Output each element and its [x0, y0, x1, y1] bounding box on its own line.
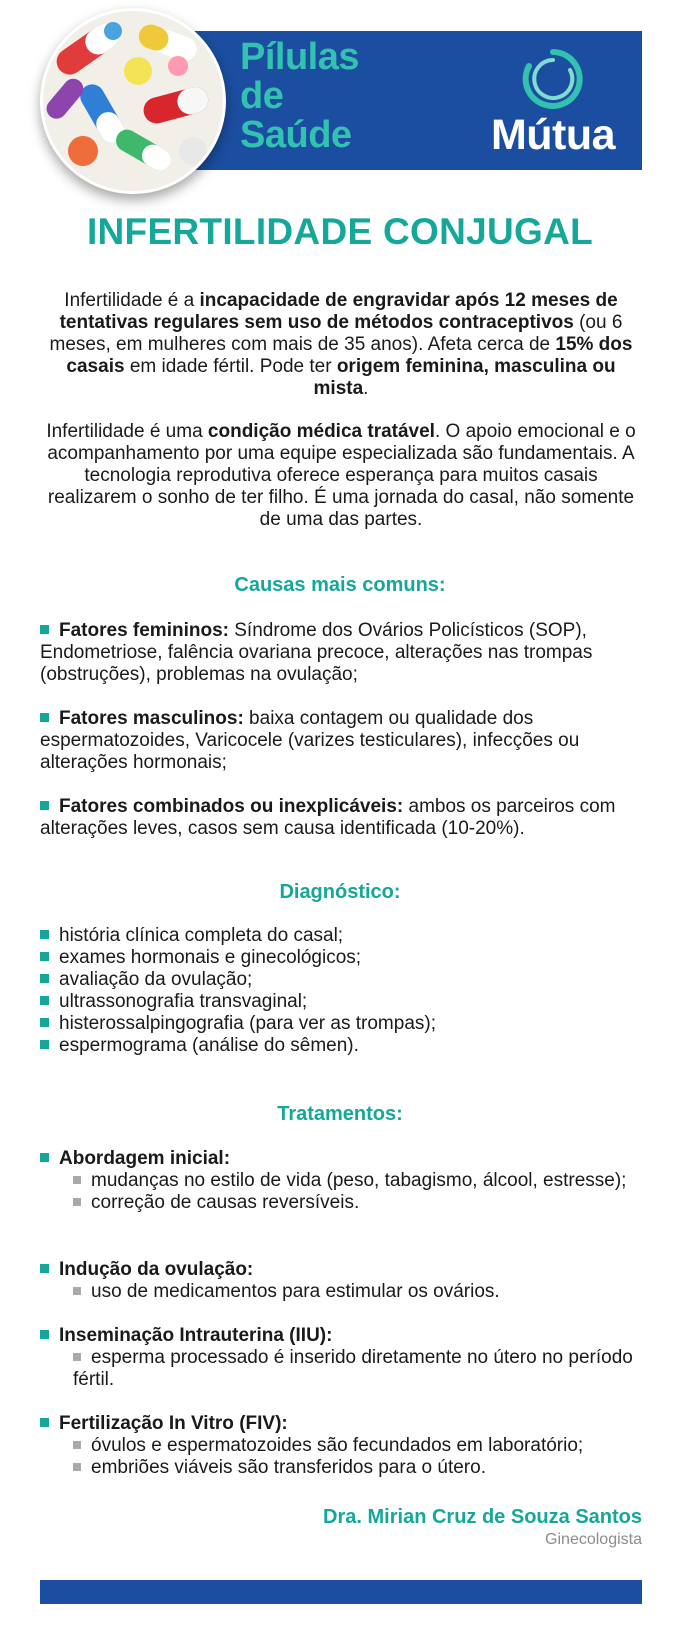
list-item [40, 991, 648, 1013]
intro-paragraph-2 [40, 421, 642, 531]
cause-label: Fatores masculinos: [59, 708, 244, 729]
bullet-square-icon [40, 625, 49, 634]
body-text: Infertilidade é uma [46, 421, 208, 442]
emphasis-text: condição médica tratável [207, 421, 435, 442]
treatment-item [40, 1413, 648, 1479]
body-text: (ou 6 meses, em mulheres com mais de 35 anos). Afeta cerca de [49, 312, 623, 355]
sub-bullet-icon [73, 1176, 81, 1184]
bullet-square-icon [40, 1018, 49, 1027]
intro-paragraph-1 [40, 290, 642, 400]
treatment-label: Fertilização In Vitro (FIV): [40, 1413, 648, 1435]
bullet-square-icon [40, 974, 49, 983]
list-item-text: ultrassonografia transvaginal; [59, 991, 308, 1012]
bullet-square-icon [40, 1153, 49, 1162]
list-item [40, 1035, 648, 1057]
bullet-square-icon [40, 1040, 49, 1049]
cause-item [40, 708, 648, 774]
list-item-text: história clínica completa do casal; [59, 925, 344, 946]
bullet-square-icon [40, 1264, 49, 1273]
treatment-subitem: esperma processado é inserido diretamente no útero no período fértil. [73, 1347, 633, 1390]
cause-text: Síndrome dos Ovários Policísticos (SOP), Endometriose, falência ovariana precoce, alterações nas trompas (obstruções), problemas na ovulação; [40, 620, 593, 685]
cause-text: ambos os parceiros com alterações leves, casos sem causa identificada (10-20%). [40, 796, 616, 839]
doctor-role: Ginecologista [545, 1531, 642, 1548]
bullet-square-icon [40, 713, 49, 722]
sub-bullet-icon [73, 1463, 81, 1471]
footer-band [40, 1580, 642, 1604]
emphasis-text: incapacidade de engravidar após 12 meses de tentativas regulares sem uso de métodos contraceptivos [59, 290, 618, 333]
cause-label: Fatores femininos: [59, 620, 229, 641]
treatment-label: Inseminação Intrauterina (IIU): [40, 1325, 648, 1347]
section-heading-diagnostico: Diagnóstico: [279, 881, 401, 903]
emphasis-text: origem feminina, masculina ou mista [313, 356, 616, 399]
brand-title [240, 38, 359, 155]
sub-bullet-icon [73, 1353, 81, 1361]
treatment-subitem: embriões viáveis são transferidos para o útero. [40, 1457, 648, 1479]
body-text: em idade fértil. Pode ter [124, 356, 337, 377]
brand-title-line-3: Saúde [240, 114, 352, 156]
bullet-square-icon [40, 930, 49, 939]
brand-title-line-2: de [240, 75, 284, 117]
list-item [40, 925, 648, 947]
emphasis-text: 15% dos casais [66, 334, 633, 377]
bullet-square-icon [40, 801, 49, 810]
treatment-item [40, 1259, 648, 1303]
sub-bullet-icon [73, 1287, 81, 1295]
section-heading-tratamentos: Tratamentos: [277, 1103, 403, 1125]
pills-illustration [43, 11, 223, 191]
brand-name: Mútua [490, 111, 616, 159]
cause-label: Fatores combinados ou inexplicáveis: [59, 796, 404, 817]
sub-bullet-icon [73, 1441, 81, 1449]
brand-title-line-1: Pílulas [240, 36, 359, 78]
bullet-square-icon [40, 996, 49, 1005]
list-item-text: exames hormonais e ginecológicos; [59, 947, 362, 968]
treatment-subitem: uso de medicamentos para estimular os ovários. [40, 1281, 648, 1303]
doctor-name: Dra. Mirian Cruz de Souza Santos [323, 1506, 642, 1528]
list-item [40, 1013, 648, 1035]
list-item [40, 969, 648, 991]
treatment-item [40, 1325, 648, 1391]
treatment-subitem: mudanças no estilo de vida (peso, tabagismo, álcool, estresse); [40, 1170, 648, 1192]
cause-item [40, 796, 648, 840]
list-item-text: histerossalpingografia (para ver as trompas); [59, 1013, 437, 1034]
bullet-square-icon [40, 952, 49, 961]
pills-photo [40, 8, 226, 194]
body-text: Infertilidade é a [64, 290, 200, 311]
list-item [40, 947, 648, 969]
cause-item [40, 620, 648, 686]
section-heading-causas: Causas mais comuns: [234, 574, 446, 596]
treatment-subitem: correção de causas reversíveis. [40, 1192, 648, 1214]
cause-text: baixa contagem ou qualidade dos espermatozoides, Varicocele (varizes testiculares), infecções ou alterações hormonais; [40, 708, 580, 773]
treatment-label: Indução da ovulação: [40, 1259, 648, 1281]
sub-bullet-icon [73, 1198, 81, 1206]
list-item-text: espermograma (análise do sêmen). [59, 1035, 359, 1056]
treatment-subitem: óvulos e espermatozoides são fecundados em laboratório; [40, 1435, 648, 1457]
mutua-ring-icon [520, 46, 586, 112]
diagnostic-list [40, 925, 648, 1057]
treatment-item [40, 1148, 648, 1214]
bullet-square-icon [40, 1330, 49, 1339]
bullet-square-icon [40, 1418, 49, 1427]
body-text: . [363, 378, 369, 399]
treatment-label: Abordagem inicial: [40, 1148, 648, 1170]
mutua-logo [478, 46, 628, 166]
page-title: INFERTILIDADE CONJUGAL [86, 211, 594, 252]
body-text: . O apoio emocional e o acompanhamento por uma equipe especializada são fundamentais. A tecnologia reprodutiva oferece esperança para muitos casais realizarem o sonho de ter filho. É uma jornada do casal, não somente de uma das partes. [47, 421, 636, 530]
list-item-text: avaliação da ovulação; [59, 969, 253, 990]
